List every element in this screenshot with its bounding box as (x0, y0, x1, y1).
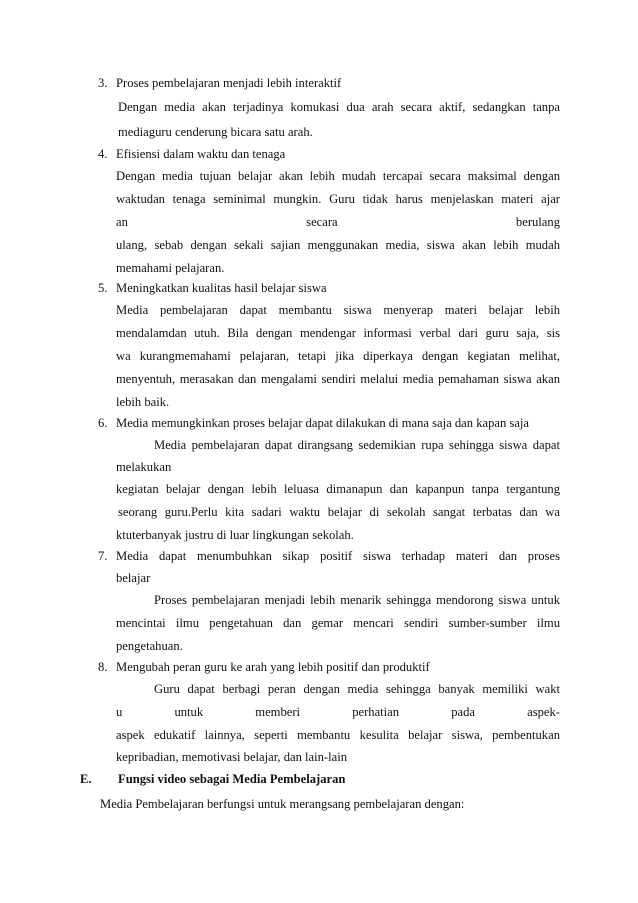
item-6-number: 6. (98, 416, 108, 430)
item-8-line-3: aspek edukatif lainnya, seperti membantu kesulita belajar siswa, pembentukan (116, 728, 560, 742)
section-paragraph: Media Pembelajaran berfungsi untuk merangsang pembelajaran dengan: (100, 797, 465, 811)
item-6-line-3: kegiatan belajar dengan lebih leluasa dimanapun dan kapanpun tanpa tergantung (116, 482, 560, 496)
item-7-line-2: Proses pembelajaran menjadi lebih menarik sehingga mendorong siswa untuk (154, 593, 560, 607)
item-3-number: 3. (98, 76, 108, 90)
item-4-line-3: an secara berulang (116, 215, 560, 229)
item-8-number: 8. (98, 660, 108, 674)
item-4-title: Efisiensi dalam waktu dan tenaga (116, 147, 286, 161)
item-6-line-2: melakukan (116, 460, 172, 474)
section-letter: E. (80, 772, 92, 786)
section-heading: Fungsi video sebagai Media Pembelajaran (118, 772, 346, 786)
item-8-line-4: kepribadian, memotivasi belajar, dan lain-lain (116, 750, 347, 764)
item-6-line-4: seorang guru.Perlu kita sadari waktu belajar di sekolah sangat terbatas dan wa (118, 505, 560, 519)
item-6-line-1: Media pembelajaran dapat dirangsang sedemikian rupa sehingga siswa dapat (154, 438, 560, 452)
item-5-line-5: lebih baik. (116, 395, 170, 409)
item-5-line-4: menyentuh, merasakan dan mengalami sendiri melalui media pemahaman siswa akan (116, 372, 560, 386)
item-5-title: Meningkatkan kualitas hasil belajar siswa (116, 281, 327, 295)
item-5-line-2: mendalamdan utuh. Bila dengan mendengar informasi verbal dari guru saja, sis (116, 326, 560, 340)
item-4-line-5: memahami pelajaran. (116, 261, 225, 275)
item-8-title: Mengubah peran guru ke arah yang lebih positif dan produktif (116, 660, 430, 674)
item-5-line-1: Media pembelajaran dapat membantu siswa menyerap materi belajar lebih (116, 303, 560, 317)
item-7-number: 7. (98, 549, 108, 563)
item-4-number: 4. (98, 147, 108, 161)
item-5-number: 5. (98, 281, 108, 295)
item-4-line-2: waktudan tenaga seminimal mungkin. Guru tidak harus menjelaskan materi ajar (116, 192, 560, 206)
item-7-line-1: belajar (116, 571, 151, 585)
item-8-line-1: Guru dapat berbagi peran dengan media sehingga banyak memiliki wakt (154, 682, 560, 696)
item-4-line-4: ulang, sebab dengan sekali sajian menggunakan media, siswa akan lebih mudah (116, 238, 560, 252)
item-7-line-4: pengetahuan. (116, 639, 183, 653)
item-3-line-1: Dengan media akan terjadinya komukasi dua arah secara aktif, sedangkan tanpa (118, 100, 560, 114)
item-5-line-3: wa kurangmemahami pelajaran, tetapi jika diperkaya dengan kegiatan melihat, (116, 349, 560, 363)
item-3-line-2: mediaguru cenderung bicara satu arah. (118, 125, 313, 139)
item-3-title: Proses pembelajaran menjadi lebih interaktif (116, 76, 342, 90)
item-7-line-3: mencintai ilmu pengetahuan dan gemar mencari sendiri sumber-sumber ilmu (116, 616, 560, 630)
item-4-line-1: Dengan media tujuan belajar akan lebih mudah tercapai secara maksimal dengan (116, 169, 560, 183)
item-8-line-2: u untuk memberi perhatian pada aspek- (116, 705, 560, 719)
item-6-title: Media memungkinkan proses belajar dapat dilakukan di mana saja dan kapan saja (116, 416, 530, 430)
item-7-title: Media dapat menumbuhkan sikap positif siswa terhadap materi dan proses (116, 549, 560, 563)
item-6-line-5: ktuterbanyak justru di luar lingkungan sekolah. (116, 528, 354, 542)
